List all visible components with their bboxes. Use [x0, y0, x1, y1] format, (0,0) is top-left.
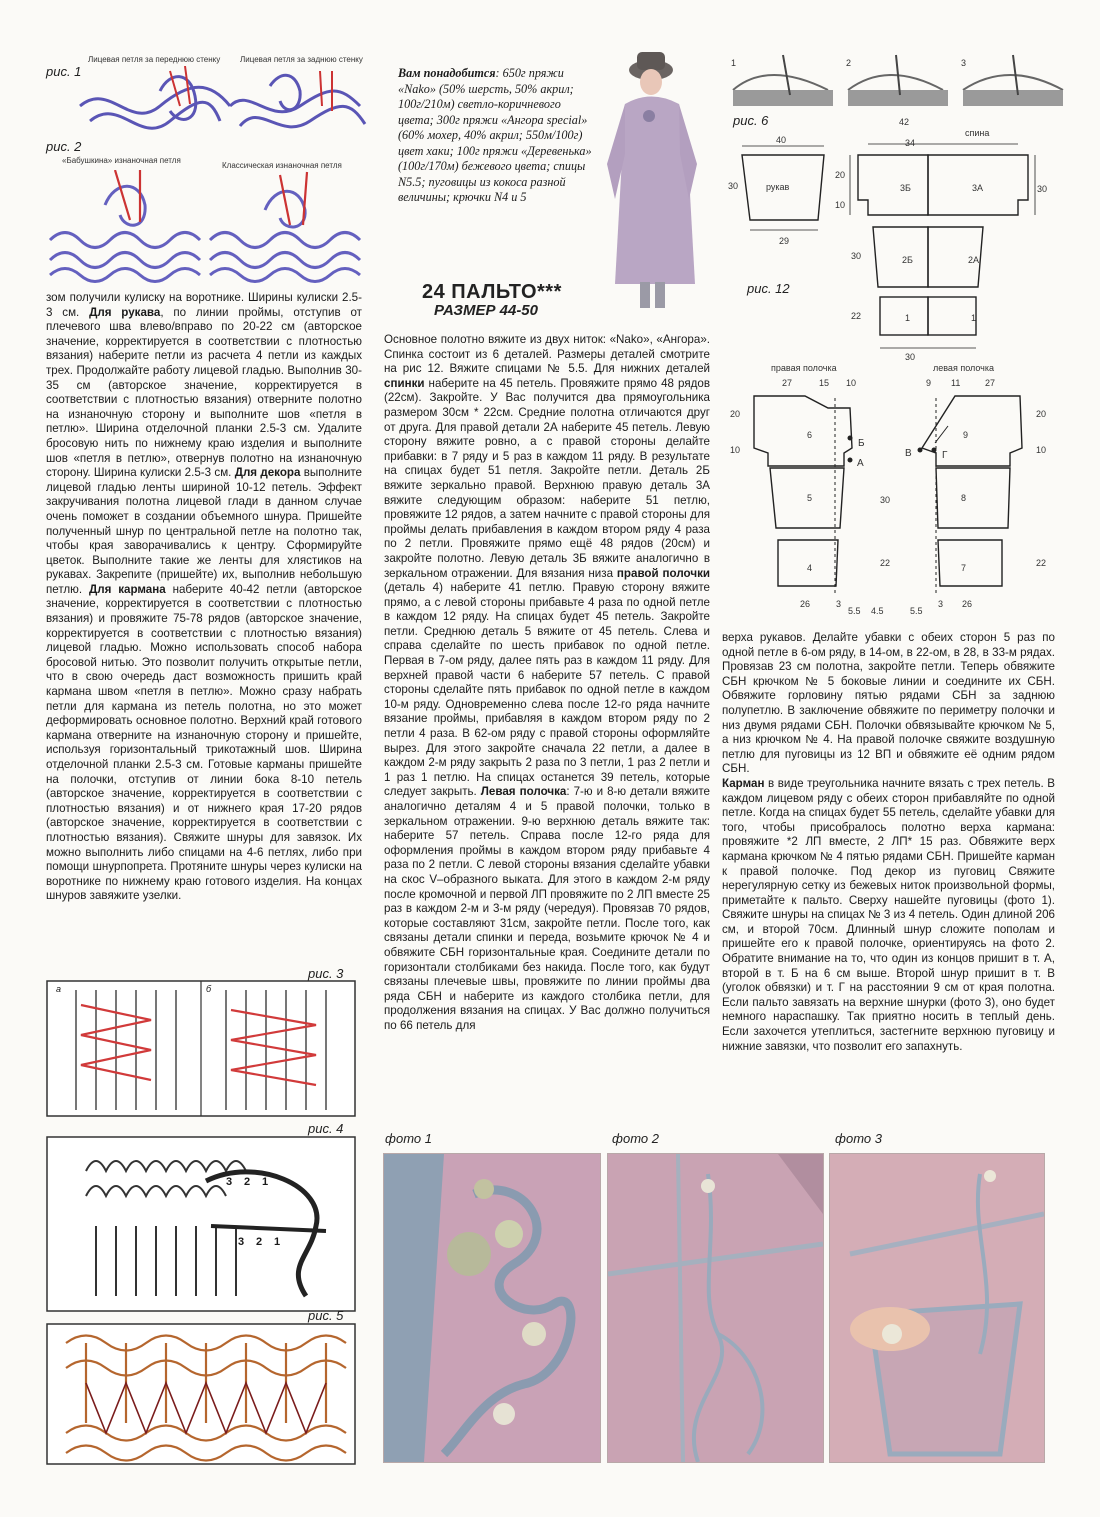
fig2-caption: рис. 2: [46, 139, 82, 154]
left-bottom-dim-55: 5.5: [910, 606, 923, 616]
fig12-back-sleeve-schematic: [728, 130, 1078, 360]
back-height-1: 20: [835, 170, 846, 180]
back-piece-1-right: 1: [971, 313, 977, 323]
back-height-3: 30: [1037, 184, 1048, 194]
right-bottom-dim-45: 4.5: [871, 606, 884, 616]
fig4-caption: рис. 4: [308, 1121, 344, 1136]
pattern-size: РАЗМЕР 44-50: [434, 302, 538, 319]
fig2-label-a: «Бабушкина» изнаночная петля: [62, 156, 181, 165]
photo2-caption: фото 2: [612, 1131, 659, 1146]
right-piece-6: 6: [807, 430, 813, 440]
left-bottom-dim-26: 26: [962, 599, 973, 609]
left-top-dim-3: 27: [985, 378, 996, 388]
front-height-30: 30: [880, 495, 891, 505]
point-g: Г: [942, 450, 948, 461]
fig4-num-2b: 2: [256, 1236, 263, 1248]
back-width-label: 42: [899, 117, 910, 127]
text-col1-para: зом получили кулиску на воротнике. Ширины кулиски 2.5-3 см. Для рукава, по линии проймы, отступив от плечевого шва влево/вправо по 20-22 см (авторское значение, корректируется в соответствии с плотностью вязания) наберите петли из расчета 4 петли из каждых трех. Продолжайте работу лицевой гладью. Выполнив 30-35 см (авторское значение, корректируется в соответствии с плотностью вязания) отверните полотно на изнаночную сторону и выполните шов «петля в петлю». Ширина отделочной планки 2.5-3 см. Удалите бросовую нить по нижнему краю изделия и выполните шов «петля в петлю», отвернув полотно на изнаночную сторону. Ширина кулиски 2.5-3 см. Для декора выполните лицевой гладью ленты шириной 10-12 петель. Эффект закручивания полотна лицевой глади в данном случае очень поможет в создании объемного шнура. Пришейте полученный шнур по центральной петле на полотно так, чтобы края заворачивались к центру. Сформируйте цветок. Выполните такие же ленты для хлястиков на рукавах. Закрепите (пришейте) их, выполнив небольшую петлю. Для кармана наберите 40-42 петли (авторское значение, корректируется в соответствии с плотностью вязания) и провяжите 75-78 рядов (авторское значение, корректируется в соответствии с плотностью вязания) лицевой гладью. Можно использовать способ набора бросовой нитью. Это позволит получить открытые петли, что в свою очередь даст возможность пришить край кармана швом «петля в петлю». Можно сразу набрать петли для кармана из петель полотна, но это может деформировать основное полотно. Верхний край готового кармана отверните на изнаночную сторону и пришейте, используя горизонтальный трикотажный шов. Ширина отделочной планки 2.5-3 см. Готовые карманы пришейте на полочки, отступив от линии бока 8-10 петель (авторское значение, корректируется в соответствии с плотностью вязания) и от нижнего края 17-20 рядов (авторское значение, корректируется в соответствии с плотностью вязания). Свяжите шнуры для завязок. Их можно выполнить либо спицами на 4-6 петлях, либо при помощи шнурпопрета. Протяните шнуры через кулиски на воротнике по нижнему краю готового изделия. На концах шнуров завяжите узелки.: [46, 291, 362, 903]
photo3-caption: фото 3: [835, 1131, 882, 1146]
point-a: А: [857, 458, 864, 469]
back-piece-1-left: 1: [905, 313, 911, 323]
left-piece-9: 9: [963, 430, 969, 440]
fig4-num-1: 1: [262, 1176, 269, 1188]
back-piece-2b: 2Б: [902, 255, 913, 265]
sleeve-bottom-dim: 29: [779, 236, 790, 246]
fig12-fronts-schematic: [740, 388, 1080, 620]
back-top-label: 34: [905, 138, 916, 148]
fig12-caption: рис. 12: [747, 281, 790, 296]
text-col2-para: Основное полотно вяжите из двух ниток: «Nako», «Ангора». Спинка состоит из 6 деталей. Размеры деталей смотрите на рис 12. Вяжите спицами № 5.5. Для нижних деталей спинки наберите на 45 петель. Провяжите прямо 48 рядов (22см). Закройте. У Вас получится два прямоугольника размером 30см * 22см. Средние полотна отличаются друг от друга. Для правой детали 2А наберите 45 петель. Левую сторону вяжите ровно, а с правой стороны делайте прибавки: в 7 ряду и 5 раз в каждом 11 ряду. В результате на спицах будет 51 петля. Закройте петли. Деталь 2Б вяжите зеркально правой. Верхнюю правую деталь 3А вяжите следующим образом: наберите 51 петлю, провяжите 12 рядов, а затем начните с правой стороны для проймы делать прибавления в каждом втором ряду 4 раза по 2 петли. Провяжите прямо ещё 48 рядов (20см) и закройте полотно. Левую деталь 3Б вяжите аналогично в зеркальном отражении. Для вязания низа правой полочки (деталь 4) наберите 41 петлю. Правую сторону вяжите прямо, а с левой стороны прибавьте 4 раза по одной петле в каждом 12 ряду. На спицах будет 45 петель. Закройте петли. Среднюю деталь 5 вяжите от 45 петель. Слева и справа сделайте по шесть прибавок по одной петле. Первая в 7-ом ряду, далее пять раз в каждом 11 ряду. Для верхней правой части 6 наберите 57 петель. С правой стороны сделайте пять прибавок по одной петле в каждом 10-м ряду. Одновременно слева после 12-го ряда начните вязание проймы, прибавляя в каждом втором ряду по 2 петли 4 раза. В 62-ом ряду с правой стороны оформляйте вырез. Для этого закройте сначала 22 петли, а далее в каждом 2-м ряду закрыть 2 раза по 3 петли, 1 раз 2 петли и 1 раз 1 петлю. На спицах останется 39 петель, которые следует закрыть. Левая полочка: 7-ю и 8-ю детали вяжите аналогично деталям 4 и 5 правой полочки, только в зеркальном отражении. 9-ю верхнюю деталь вяжите так: наберите 57 петель. Справа после 12-го ряда для оформления проймы в каждом втором ряду прибавьте 4 раза по 2 петли. С левой стороны вязания сделайте убавки на скос V–образного выката. Для этого в каждом 2-м ряду после кромочной и первой ЛП провяжите по 2 ЛП вместе 25 раз в каждом 2-м и 3-м ряду (чередуя). Провязав 70 рядов, которые составляют 31см, закройте петли. После того, как связаны детали спинки и переда, возьмите крючок № 4 и обвяжите СБН горизонтальные края. Соедините детали по горизонтали столбиками без накида. После того, как будут связаны плечевые швы, провяжите по линии проймы два ряда СБН и наберите из каждого столбика петли, для продолжения вязания на спицах. У Вас должно получиться по 66 петель для: [384, 333, 710, 1032]
fig6-crochet-diagram: [728, 50, 1073, 110]
fig6-step-2: 2: [846, 58, 852, 68]
right-piece-5: 5: [807, 493, 813, 503]
fig4-num-3: 3: [226, 1176, 233, 1188]
point-b: Б: [858, 438, 865, 449]
pattern-title: 24 ПАЛЬТО***: [422, 281, 562, 303]
model-photo: [585, 44, 720, 314]
materials-list: : 650г пряжи «Nako» (50% шерсть, 50% акрил; 100г/210м) светло-коричневого цвета; 300г пряжи «Ангора special» (60% мохер, 40% акрил; 550м/100г) цвет хаки; 100г пряжи «Деревенька» (100г/170м) бежевого цвета; спицы N5.5; пуговицы из кокоса разной величины; крючки N4 и 5: [398, 66, 592, 204]
right-piece-4: 4: [807, 563, 813, 573]
fig3-caption: рис. 3: [308, 966, 344, 981]
fig6-step-1: 1: [731, 58, 737, 68]
fig3-label-b: б: [206, 984, 212, 994]
fig5-diagram: [46, 1323, 356, 1465]
front-height-10: 10: [730, 445, 741, 455]
back-piece-3b: 3Б: [900, 183, 911, 193]
back-label: спина: [965, 128, 990, 138]
right-top-dim-2: 15: [819, 378, 830, 388]
fig4-num-3b: 3: [238, 1236, 245, 1248]
right-bottom-dim-26: 26: [800, 599, 811, 609]
materials-text: [398, 66, 594, 206]
text-column-middle: [384, 333, 710, 1034]
fig2-purl-diagram: [45, 170, 365, 285]
sleeve-top-dim: 40: [776, 135, 787, 145]
back-piece-2a: 2А: [968, 255, 980, 265]
point-v: В: [905, 448, 912, 459]
text-col3-para-2: Карман в виде треугольника начните вязать с трех петель. В каждом лицевом ряду с обеих сторон прибавляйте по одной петле. Когда на спицах будет 55 петель, сделайте убавки для того, чтобы присобралось полотно верха кармана: провяжите *2 ЛП вместе, 2 ЛП* 15 раз. Обвяжите верх кармана крючком № 4 пятью рядами СБН. Пришейте карман к правой полочке. Под декор из пуговиц Свяжите нерегулярную сетку из бежевых ниток произвольной формы, приметайте к пальто. Сверху нашейте пуговицы (фото 1). Свяжите шнуры на спицах № 3 из 4 петель. Один длиной 206 см, и второй 70см. Длинный шнур сложите пополам и пришейте его к правой полочке, ориентируясь на фото 2. Обратите внимание на то, что один из концов пришит в т. А, второй в т. Б на 6 см выше. Второй шнур пришит в т. В (уголок обвязки) и т. Г на расстоянии 9 см от края полотна. Если пальто завязать на верхние шнурки (фото 3), оно будет немного нараспашку. Так приятно носить в теплый день. Если захочется утеплиться, застегните верхнюю пуговицу и нижние завязки, что позволит его запахнуть.: [722, 776, 1055, 1053]
front-height-22: 22: [880, 558, 891, 568]
left-front-label: левая полочка: [933, 363, 994, 373]
back-height-2: 10: [835, 200, 846, 210]
fig3-label-a: а: [56, 984, 62, 994]
photo1-caption: фото 1: [385, 1131, 432, 1146]
left-piece-8: 8: [961, 493, 967, 503]
fig5-caption: рис. 5: [308, 1308, 344, 1323]
back-height-5: 22: [851, 311, 862, 321]
left-front-height-10: 10: [1036, 445, 1047, 455]
right-top-dim-1: 27: [782, 378, 793, 388]
text-column-right: [722, 631, 1055, 1054]
left-top-dim-2: 11: [951, 378, 961, 388]
photo1-decor-closeup: [383, 1153, 601, 1463]
left-front-height-20: 20: [1036, 409, 1047, 419]
photo2-ties-closeup: [607, 1153, 824, 1463]
back-bottom-dim: 30: [905, 352, 916, 362]
right-bottom-dim-3: 3: [836, 599, 842, 609]
right-front-label: правая полочка: [771, 363, 837, 373]
photo3-pocket-closeup: [829, 1153, 1045, 1463]
back-piece-3a: 3А: [972, 183, 984, 193]
sleeve-label: рукав: [766, 182, 790, 192]
fig1-knit-diagram: [70, 66, 370, 144]
right-bottom-dim-55: 5.5: [848, 606, 861, 616]
fig1-label-b: Лицевая петля за заднюю стенку: [240, 55, 363, 64]
back-height-4: 30: [851, 251, 862, 261]
materials-label: Вам понадобится: [398, 66, 496, 80]
left-piece-7: 7: [961, 563, 967, 573]
fig6-caption: рис. 6: [733, 113, 769, 128]
text-col3-para-1: верха рукавов. Делайте убавки с обеих сторон 5 раз по одной петле в 6-ом ряду, в 14-ом, в 22-ом, в 28, в 33-м рядах. Провязав 23 см полотна, закройте петли. Теперь обвяжите СБН крючком № 5 боковые линии и соедините их СБН. Обвяжите горловину пятью рядами СБН за заднюю полупетлю. В заключение обвяжите по периметру полочки и низ двумя рядами СБН. Полочки обвязывайте крючком № 5, а низ крючком № 4. На правой полочке свяжите воздушную петлю для пуговицы из 12 ВП и обвяжите её одним рядом СБН.: [722, 631, 1055, 776]
fig2-label-b: Классическая изнаночная петля: [222, 161, 342, 170]
left-top-dim-1: 9: [926, 378, 932, 388]
sleeve-height-dim: 30: [728, 181, 739, 191]
left-bottom-dim-3: 3: [938, 599, 944, 609]
front-height-20: 20: [730, 409, 741, 419]
right-top-dim-3: 10: [846, 378, 857, 388]
left-front-height-22: 22: [1036, 558, 1047, 568]
fig4-num-1b: 1: [274, 1236, 281, 1248]
fig4-num-2: 2: [244, 1176, 251, 1188]
fig1-label-a: Лицевая петля за переднюю стенку: [88, 55, 221, 64]
fig1-caption: рис. 1: [46, 64, 82, 79]
fig6-step-3: 3: [961, 58, 967, 68]
text-column-left: [46, 291, 362, 904]
fig3-diagram: [46, 980, 356, 1117]
fig4-diagram: [46, 1136, 356, 1312]
